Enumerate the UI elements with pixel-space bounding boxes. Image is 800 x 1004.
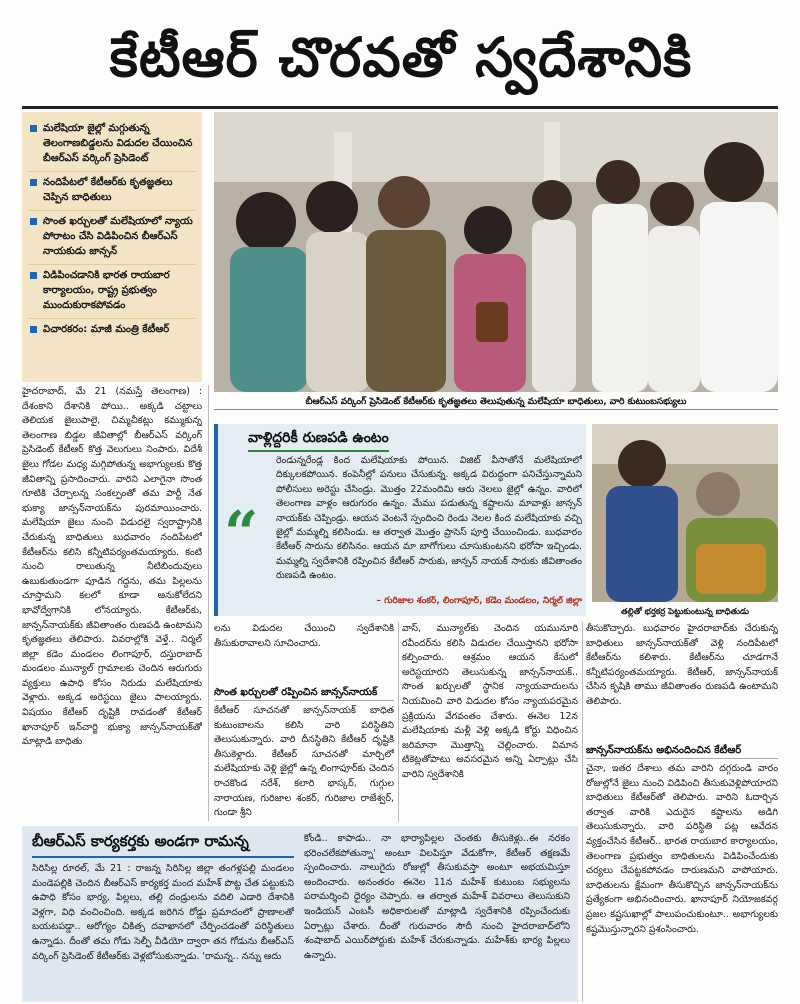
side-story-box [22,826,578,1002]
side-story-title: బీఆర్ఎస్ కార్యకర్తకు అండగా రామన్న [32,832,249,850]
highlight-item [28,172,196,211]
headline-rule [22,106,778,109]
article-column-3 [402,622,578,822]
side-photo-illustration [592,424,778,602]
highlight-text: విచారకరం: మాజీ మంత్రి కేటీఆర్ [43,324,170,335]
side-photo [592,424,778,602]
article-column-2 [214,704,394,822]
highlight-text: మలేషియా జైల్లో మగ్గుతున్న తెలంగాణబిడ్డలను విడుదల చేయించిన బీఆర్ఎస్ వర్కింగ్ ప్రెసిడెంట్ [43,123,193,164]
quote-author: – గురిజాల శంకర్, లింగాపూర్, కడెం మండలం, నిర్మల్ జిల్లా [376,596,582,606]
quote-title: వాళ్లిద్దరికీ రుణపడి ఉంటం [248,430,389,452]
main-photo [214,112,778,392]
article-paragraph: లను విడుదల చేయించి స్వదేశానికి తీసుకురావాలని సూచించారు. [214,623,394,649]
article-paragraph: చైనా, ఇతర దేశాలు తమ వారిని దగ్గరుండి వారం రోజుల్లోనే జైలు నుంచి విడిపించి తీసుకువెళ్లిపోయారని బాధితులు కేటీఆర్‌తో తెలిపారు. వారిని ఓదార్చిన తర్వాత వారికి ఎదురైన కష్టాలను అడిగి తెలుసుకున్నారు. వారి పరిస్థితి పట్ల ఆవేదన వ్యక్తంచేసిన కేటీఆర్.. భారత రాయబార కార్యాలయం, తెలంగాణ ప్రభుత్వం బాధితులను విడిపించేందుకు చర్యలు చేపట్టకపోవడం దారుణమని వాపోయారు. బాధితులను క్షేమంగా తీసుకొచ్చిన జాన్సన్‌నాయక్‌ను ప్రత్యేకంగా అభినందించారు. ఖానాపూర్ నియోజకవర్గ ప్రజల కష్టసుఖాల్లో పాలుపంచుకుంటూ.. అభాగ్యులకు కష్టమొస్తున్నారని ప్రశంసించారు. [586,763,778,935]
main-photo-caption: బీఆర్ఎస్ వర్కింగ్ ప్రెసిడెంట్ కేటీఆర్‌కు కృతజ్ఞతలు తెలుపుతున్న మలేషియా బాధితులు, వారి కుటుంబసభ్యులు [214,394,778,410]
highlight-item [28,265,196,319]
quote-mark-icon: “ [224,499,259,569]
article-paragraph: తీసుకొచ్చారు. బుధవారం హైదరాబాద్‌కు చేరుకున్న బాధితులు జాన్సన్‌నాయక్‌తో వెళ్లి నందిపేటలో కేటీఆర్‌ను కలిశారు. కేటీఆర్‌ను చూడగానే కన్నీటిపర్యంతమయ్యారు. కేటీఆర్, జాన్సన్‌నాయక్ చేసిన కృషికి తాము జీవితాంతం రుణపడి ఉంటామని తెలిపారు. [586,623,778,707]
highlight-item [28,118,196,172]
bullet-icon [30,218,37,225]
article-paragraph: కేటీఆర్ సూచనతో జాన్సన్‌నాయక్ బాధిత కుటుంబాలను కలిసి వారి పరిస్థితిని తెలుసుకున్నారు. వారి దీనస్థితిని కేటీఆర్ దృష్టికి తీసుకెళ్లారు. కేటీఆర్ సూచనతో మార్చిలో మలేషియాకు వెళ్లి జైల్లో ఉన్న లింగాపూర్‌కు చెందిన రాచకొండ నరేశ్, కలారి భాస్కర్, గుగ్గుల నారాయణ, గురిజాల శంకర్, గురిజాల రాజేశ్వర్, గుండా శ్రీని [214,705,394,819]
highlight-text: విడిపించడానికి భారత రాయబార కార్యాలయం, రాష్ట్ర ప్రభుత్వం ముందుకురాకపోవడం [43,270,170,311]
article-column-2-top [214,622,394,682]
highlight-text: నందిపేటలో కేటీఆర్‌కు కృతజ్ఞతలు చెప్పిన బాధితులు [43,177,173,203]
article-column-4-top [586,622,778,740]
side-story-column-1: సిరిసిల్ల రూరల్, మే 21 : రాజన్న సిరిసిల్ల జిల్లా తంగళ్లపల్లి మండలం మండెపల్లికి చెందిన బీఆర్ఎస్ కార్యకర్త మంద మహేశ్ పొట్ట చేత పట్టుకుని ఉపాధి కోసం భార్య, పిల్లలు, తల్లి దండ్రులను వదిలి ఎడారి దేశానికి వెళ్లగా, విధి వంచించింది. అక్కడ జరిగిన రోడ్డు ప్రమాదంలో ప్రాణాలతో బయటపడ్డా.. ఆరోగ్యం చికిత్స దవాఖానలో చేర్పించడంతో పరిస్థితులు ఉన్నాడు. దీంతో తమ గోడు సెల్ఫీ వీడియో ద్వారా తన గోడును బీఆర్ఎస్ వర్కింగ్ ప్రెసిడెంట్ కేటీఆర్‌కు వెళ్లబోసుకున్నాడు. 'రామన్న.. నన్ను ఆదు [32,863,294,962]
highlight-text: సొంత ఖర్చులతో మలేషియాలో న్యాయ పోరాటం చేసి విడిపించిన బీఆర్ఎస్ నాయకుడు జాన్సన్ [43,216,193,257]
article-paragraph: వాస్, మున్యాల్‌కు చెందిన యమునూరి రవీందర్‌ను కలిసి విడుదల చేయిస్తానని భరోసా కల్పించారు. ఆశ్రమం ఆయన కేసులో అరెస్టయారని తెలుసుకున్న జాన్సన్‌నాయక్.. సొంత ఖర్చులతో స్థానిక న్యాయవాదులను నియమించి వారి విడుదల కోసం న్యాయపరమైన ప్రక్రియను వేగవంతం చేశారు. ఈనెల 12న మలేషియాకు మళ్లీ వెళ్లి అక్కడి కోర్టు విధించిన జరిమానా మొత్తాన్ని చెల్లించారు. విమాన టికెట్లతోపాటు అవసరమైన అన్ని ఏర్పాట్లు చేసి వారిని స్వదేశానికి [402,623,578,780]
highlight-item [28,319,196,342]
quote-text: రెండున్నరేండ్ల కింద మలేషియాకు పోయిన. విజిట్ వీసాతోనే మలేషియాలో దిక్కులకపోయిన. కంపెనీల్లో పనులు చేసుకున్న. అక్కడ విరుద్ధంగా పనిచేస్తున్నామని పోలీసులు అరెస్టు చేసిండ్రు. మొత్తం 22మందిమి ఆరు నెలలు జైల్లో ఉన్నం. వారిలో తెలంగాణ వాళ్లం ఆరుగురం ఉన్నం. మేము పడుతున్న కష్టాలను మావాళ్లు జాన్సన్ నాయక్‌కు చెప్పిండ్రు. ఆయన వెంటనే స్పందించి రెండు నెలల కింద మలేషియాకు వచ్చి జైల్లో మమ్మల్ని కలిసిండు. ఆ తర్వాత మొత్తం ప్రాసెస్ పూర్తి చేయించిండు. బుధవారం కేటీఆర్ సారును కలిసినం. ఆయన మా బాగోగులు చూసుకుంటనని భరోసా ఇచ్చిండు. మమ్మల్ని స్వదేశానికి రప్పించిన కేటీఆర్ సారుకు, జాన్సన్ నాయక్ సారుకు జీవితాంతం రుణపడి ఉంటం. [276,455,582,582]
highlights-box [22,112,202,382]
bullet-icon [30,272,37,279]
bullet-icon [30,125,37,132]
main-photo-illustration [214,112,778,392]
side-story-column-2: కోండి.. కాపాడు.. నా భార్యాపిల్లల చెంతకు తీసుకెళ్లు..ఈ నరకం భరించలేకపోతున్నా' అంటూ విలపిస్తూ వేడుకోగా, కేటీఆర్ తక్షణమే స్పందించారు. నాలుగైదు రోజుల్లో తీసుకువస్తా అంటూ అభయమిస్తూ అందించారు. అనంతరం ఈనెల 11న మహేశ్ కుటుంబ సభ్యులను పరామర్శించి ధైర్యం చెప్పారు. ఆ తర్వాత మహేశ్ వివరాలు తెలుసుకుని ఇండియన్ ఎంబసీ అధికారులతో మాట్లాడి స్వదేశానికి రప్పించేందుకు ఏర్పాట్లు చేశారు. దీంతో గురువారం సౌదీ నుంచి హైదరాబాద్‌లోని శంషాబాద్ ఎయిర్‌పోర్టుకు మహేశ్ చేరుకున్నాడు. మహేశ్‌కు భార్య పిల్లలు ఉన్నారు. [304,833,570,961]
side-photo-caption: తల్లితో భర్తకర్ర పెట్టుకుంటున్న బాధితుడు [620,606,750,616]
headline: కేటీఆర్ చొరవతో స్వదేశానికి [109,26,693,89]
quote-box [214,424,586,616]
column-divider [208,385,209,821]
bullet-icon [30,179,37,186]
article-column-4 [586,762,778,1002]
subheading: సొంత ఖర్చులతో రప్పించిన జాన్సన్‌నాయక్ [214,686,394,701]
highlight-item [28,211,196,265]
subheading: జాన్సన్‌నాయక్‌ను అభినందించిన కేటీఆర్ [586,744,778,759]
bullet-icon [30,326,37,333]
column-divider [582,622,583,1002]
side-story-rule [32,856,294,858]
column-divider [398,622,399,822]
article-column-1 [22,385,202,817]
article-paragraph: హైదరాబాద్, మే 21 (నమస్తే తెలంగాణ) : దేశంకాని దేశానికి పోయి.. అక్కడి చట్టాలు తెలియక జైలుపాలై, చిమ్మచీకట్లు కమ్ముకున్న తెలంగాణ బిడ్డల జీవితాల్లో బీఆర్ఎస్ వర్కింగ్ ప్రెసిడెంట్ కేటీఆర్ కొత్త వెలుగులు నింపారు. విదేశీ జైలు గోడల మధ్య మగ్గిపోతున్న అభాగ్యులకు కొత్త జీవితాన్ని ప్రసాదించారు. వారిని ఎలాగైనా సొంత గూటికి చేర్చాలన్న సంకల్పంతో తమ పార్టీ నేత భుక్యా జాన్సన్‌నాయక్‌ను పురమాయించారు. మలేషియా జైలు నుంచి విడుదలై స్వరాష్ట్రానికి చేరుకున్న బాధితులు బుధవారం నందిపేటలో కేటీఆర్‌ను కలిసి కన్నీటిపర్యంతమయ్యారు. కంటి నుంచి రాలుతున్న నీటిబిందువులు ఉబుకుతుండగా పూడిన గద్దను, తమ పిల్లలను చూస్తామని కలలో కూడా అనుకోలేదని భావోద్వేగానికి లోనయ్యారు. కేటీఆర్‌కు, జాన్సన్‌నాయక్‌కు జీవితాంతం రుణపడి ఉంటామని కృతజ్ఞతలు తెలిపారు. వివరాల్లోకి వెళ్తే.. నిర్మల్ జిల్లా కడెం మండలం లింగాపూర్, దస్తురాబాద్ మండలం మున్యాల్ గ్రామాలకు చెందిన ఆరుగురు వ్యక్తులు ఉపాధి కోసం నిరుడు మలేషియాకు వెళ్లారు. అక్కడ అరెస్టయి జైలు పాలయ్యారు. విషయం కేటీఆర్ దృష్టికి రావడంతో కేటీఆర్ ఖానాపూర్ ఇన్‌చార్జి భుక్యా జాన్సన్‌నాయక్‌తో మాట్లాడి బాధితు [22,386,202,748]
